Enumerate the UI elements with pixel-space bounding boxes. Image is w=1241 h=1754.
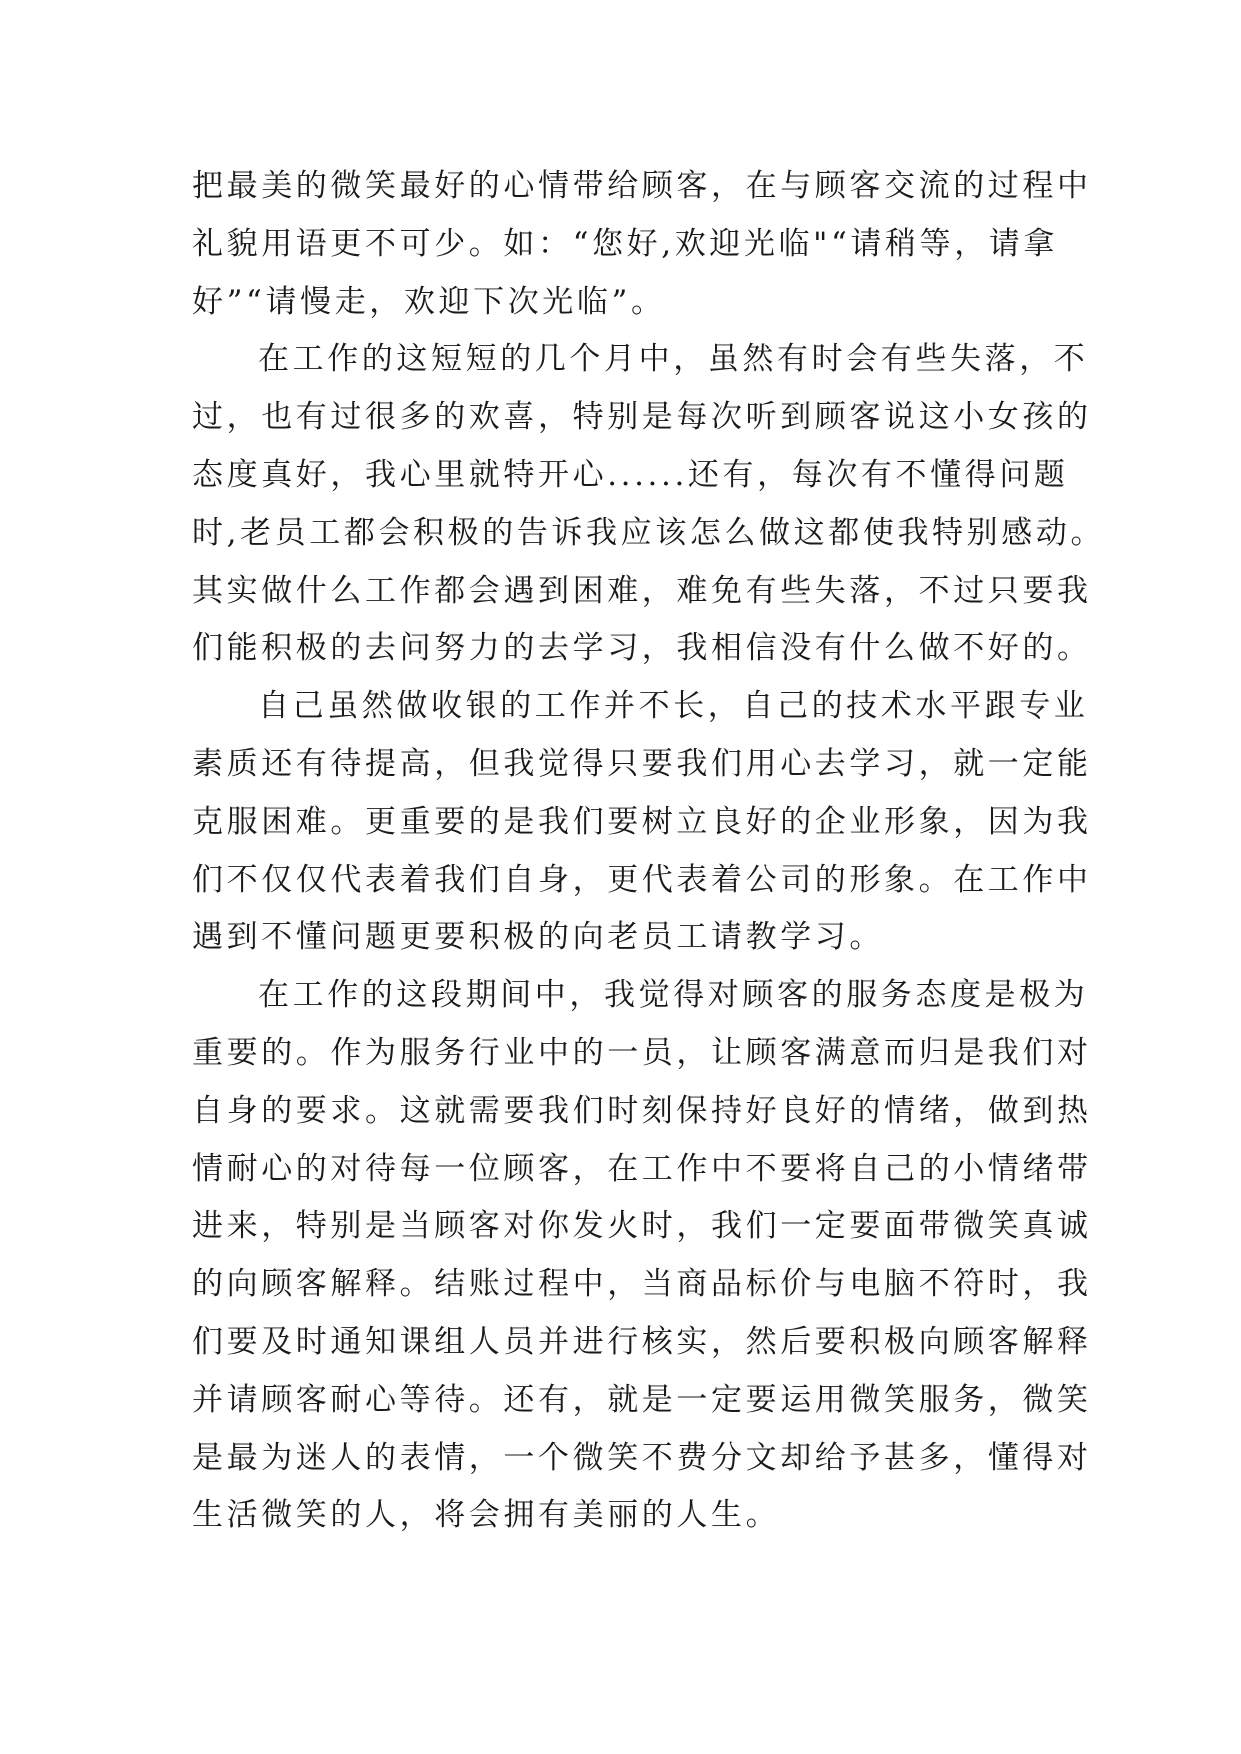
text-line: 好”“请慢走，欢迎下次光临”。 — [192, 283, 666, 320]
text-line: 遇到不懂问题更要积极的向老员工请教学习。 — [192, 919, 884, 956]
text-line: 时,老员工都会积极的告诉我应该怎么做这都使我特别感动。 — [192, 514, 1106, 551]
paragraph-first-line: 自己虽然做收银的工作并不长，自己的技术水平跟专业 — [258, 688, 1089, 725]
text-line: 们能积极的去问努力的去学习，我相信没有什么做不好的。 — [192, 630, 1092, 667]
paragraph-first-line: 在工作的这段期间中，我觉得对顾客的服务态度是极为 — [258, 977, 1089, 1014]
text-line: 把最美的微笑最好的心情带给顾客，在与顾客交流的过程中 — [192, 168, 1092, 204]
text-line: 态度真好，我心里就特开心......还有，每次有不懂得问题 — [192, 456, 1069, 493]
text-line: 自身的要求。这就需要我们时刻保持好良好的情绪，做到热 — [192, 1092, 1092, 1129]
text-line: 礼貌用语更不可少。如：“您好,欢迎光临"“请稍等，请拿 — [192, 225, 1059, 262]
text-line: 是最为迷人的表情，一个微笑不费分文却给予甚多，懂得对 — [192, 1439, 1092, 1476]
text-line: 生活微笑的人，将会拥有美丽的人生。 — [192, 1497, 781, 1534]
text-line: 进来，特别是当顾客对你发火时，我们一定要面带微笑真诚 — [192, 1208, 1092, 1245]
paragraph-first-line: 在工作的这短短的几个月中，虽然有时会有些失落，不 — [258, 341, 1089, 378]
text-line: 的向顾客解释。结账过程中，当商品标价与电脑不符时，我 — [192, 1266, 1092, 1303]
text-line: 克服困难。更重要的是我们要树立良好的企业形象，因为我 — [192, 803, 1092, 840]
text-line: 们要及时通知课组人员并进行核实，然后要积极向顾客解释 — [192, 1323, 1092, 1360]
document-body — [192, 158, 1106, 1545]
text-line: 情耐心的对待每一位顾客，在工作中不要将自己的小情绪带 — [192, 1150, 1092, 1187]
text-line: 并请顾客耐心等待。还有，就是一定要运用微笑服务，微笑 — [192, 1381, 1092, 1418]
text-line: 其实做什么工作都会遇到困难，难免有些失落，不过只要我 — [192, 572, 1092, 609]
text-line: 们不仅仅代表着我们自身，更代表着公司的形象。在工作中 — [192, 861, 1092, 898]
text-line: 素质还有待提高，但我觉得只要我们用心去学习，就一定能 — [192, 745, 1092, 782]
text-line: 重要的。作为服务行业中的一员，让顾客满意而归是我们对 — [192, 1034, 1092, 1071]
text-line: 过，也有过很多的欢喜，特别是每次听到顾客说这小女孩的 — [192, 399, 1092, 436]
